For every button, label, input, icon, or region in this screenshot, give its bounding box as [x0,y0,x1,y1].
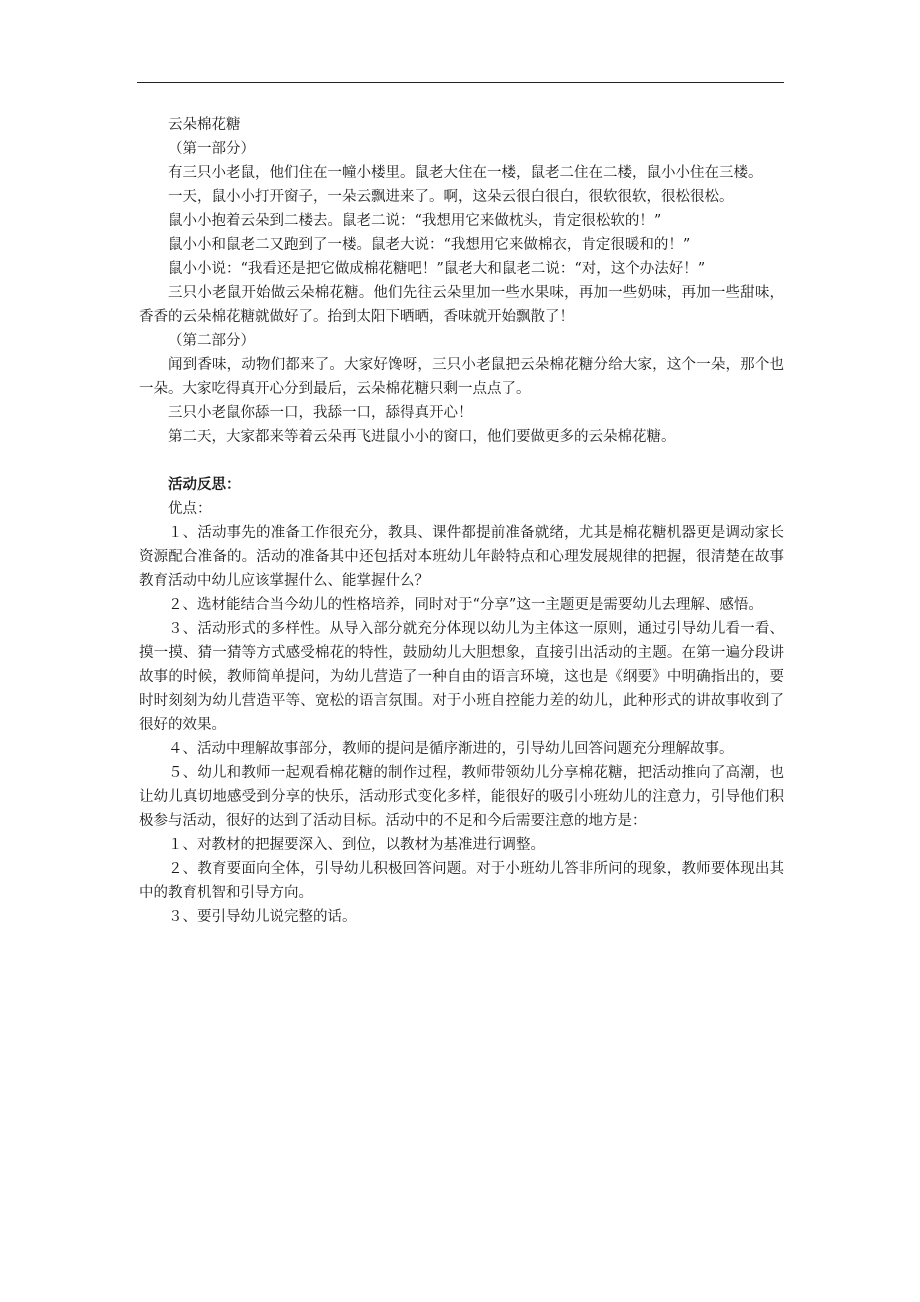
reflection-paragraph: １、活动事先的准备工作很充分，教具、课件都提前准备就绪，尤其是棉花糖机器更是调动家长资源配合准备的。活动的准备其中还包括对本班幼儿年龄特点和心理发展规律的把握，很清楚在故事教育活动中幼儿应该掌握什么、能掌握什么？ [139,525,784,589]
reflection-heading: 活动反思： [168,476,241,493]
reflection-subheading: 优点： [168,501,212,517]
header-rule [137,82,784,83]
story-paragraph: 有三只小老鼠，他们住在一幢小楼里。鼠老大住在一楼，鼠老二住在二楼，鼠小小住在三楼。 [168,165,763,181]
reflection-paragraph: ３、活动形式的多样性。从导入部分就充分体现以幼儿为主体这一原则，通过引导幼儿看一看、摸一摸、猜一猜等方式感受棉花的特性，鼓励幼儿大胆想象，直接引出活动的主题。在第一遍分段讲故事的时候，教师简单提问，为幼儿营造了一种自由的语言环境，这也是《纲要》中明确指出的，要时时刻刻为幼儿营造平等、宽松的语言氛围。对于小班自控能力差的幼儿，此种形式的讲故事收到了很好的效果。 [139,621,784,733]
reflection-paragraph: ２、教育要面向全体，引导幼儿积极回答问题。对于小班幼儿答非所问的现象，教师要体现出其中的教育机智和引导方向。 [139,861,784,901]
reflection-paragraph: ３、要引导幼儿说完整的话。 [168,909,357,925]
story-section-label: （第一部分） [168,141,255,157]
story-paragraph: 闻到香味，动物们都来了。大家好馋呀，三只小老鼠把云朵棉花糖分给大家，这个一朵，那个也一朵。大家吃得真开心分到最后，云朵棉花糖只剩一点点了。 [139,357,784,397]
reflection-paragraph: ４、活动中理解故事部分，教师的提问是循序渐进的，引导幼儿回答问题充分理解故事。 [168,741,734,757]
story-paragraph: 三只小老鼠你舔一口，我舔一口，舔得真开心！ [168,405,473,421]
reflection-paragraph: ２、选材能结合当今幼儿的性格培养，同时对于“分享”这一主题更是需要幼儿去理解、感悟。 [168,597,763,613]
story-title: 云朵棉花糖 [168,117,241,133]
story-section-label: （第二部分） [168,333,255,349]
document-body [139,113,784,929]
story-paragraph: 第二天，大家都来等着云朵再飞进鼠小小的窗口，他们要做更多的云朵棉花糖。 [168,429,676,445]
story-paragraph: 鼠小小说：“我看还是把它做成棉花糖吧！”鼠老大和鼠老二说：“对，这个办法好！” [168,261,706,277]
story-paragraph: 一天，鼠小小打开窗子，一朵云飘进来了。啊，这朵云很白很白，很软很软，很松很松。 [168,189,734,205]
reflection-paragraph: １、对教材的把握要深入、到位，以教材为基准进行调整。 [168,837,545,853]
story-paragraph: 鼠小小抱着云朵到二楼去。鼠老二说：“我想用它来做枕头，肯定很松软的！” [168,213,662,229]
reflection-paragraph: ５、幼儿和教师一起观看棉花糖的制作过程，教师带领幼儿分享棉花糖，把活动推向了高潮，也让幼儿真切地感受到分享的快乐，活动形式变化多样，能很好的吸引小班幼儿的注意力，引导他们积极参与活动，很好的达到了活动目标。活动中的不足和今后需要注意的地方是： [139,765,784,829]
story-paragraph: 鼠小小和鼠老二又跑到了一楼。鼠老大说：“我想用它来做棉衣，肯定很暖和的！” [168,237,691,253]
story-paragraph: 三只小老鼠开始做云朵棉花糖。他们先往云朵里加一些水果味，再加一些奶味，再加一些甜味，香香的云朵棉花糖就做好了。抬到太阳下晒晒，香味就开始飘散了！ [139,285,784,325]
